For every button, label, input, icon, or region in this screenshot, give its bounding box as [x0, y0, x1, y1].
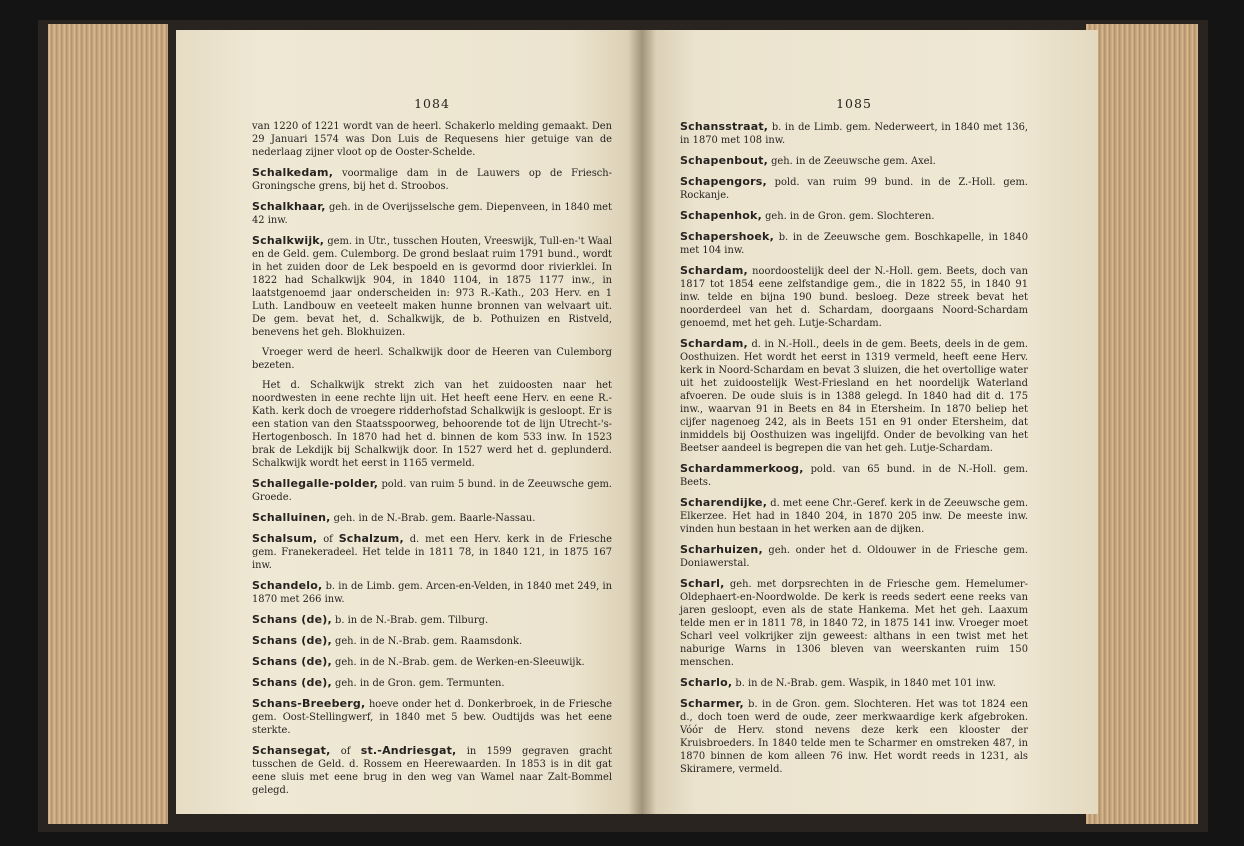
entry-text: geh. in de Gron. gem. Termunten. [331, 678, 505, 689]
dictionary-entry [680, 462, 1028, 489]
dictionary-entry [680, 697, 1028, 776]
entry-headword: Scharl, [680, 577, 725, 590]
entry-text: in 1599 gegraven gracht tusschen de Geld. d. Rossem en Heerewaarden. In 1853 is in dit gat eene sluis met eene brug in den weg van Wamel naar Zalt-Bommel gelegd. [252, 746, 612, 796]
entry-text: hoeve onder het d. Donkerbroek, in de Friesche gem. Oost-Stellingwerf, in 1840 met 5 bew. Oudtijds was het eene sterkte. [252, 699, 612, 736]
entry-text: b. in de N.-Brab. gem. Tilburg. [331, 615, 489, 626]
entry-text: d. in N.-Holl., deels in de gem. Beets, deels in de gem. Oosthuizen. Het wordt het eerst in 1319 vermeld, heeft eene Herv. kerk in Noord-Schardam en bevat 3 sluizen, die het overtollige water uit het zuidoostelijk West-Friesland en het noordelijk Waterland afvoeren. De oude sluis is in 1388 gelegd. In 1840 had dit d. 175 inw., waarvan 91 in Beets en 84 in Etersheim. In 1870 beliep het cijfer nagenoeg 242, als in Beets 151 en 91 onder Etersheim, dat inmiddels bij Oosthuizen was ingelijfd. Onder de bevolking van het Beetser aandeel is begrepen die van het geh. Lutje-Schardam. [680, 339, 1028, 454]
entry-headword: Schandelo, [252, 579, 323, 592]
dictionary-entry [252, 511, 612, 525]
entry-text: geh. in de Gron. gem. Slochteren. [761, 211, 935, 222]
entry-text: of [317, 534, 339, 545]
entry-text: of [330, 746, 361, 757]
dictionary-entry [252, 532, 612, 572]
entry-headword: Schalluinen, [252, 511, 331, 524]
entry-headword: Schansegat, [252, 744, 331, 757]
entry-text: b. in de Limb. gem. Arcen-en-Velden, in 1840 met 249, in 1870 met 266 inw. [252, 581, 612, 605]
entry-text: Vroeger werd de heerl. Schalkwijk door de Heeren van Culemborg bezeten. [252, 347, 612, 371]
dictionary-entry [680, 337, 1028, 455]
dictionary-entry [680, 264, 1028, 330]
entry-headword: Scharlo, [680, 676, 733, 689]
entry-headword: Schalkhaar, [252, 200, 326, 213]
entry-headword: Schapenbout, [680, 154, 768, 167]
dictionary-entry [680, 230, 1028, 257]
entry-list [252, 120, 612, 797]
entry-headword: Scharhuizen, [680, 543, 763, 556]
entry-text: gem. in Utr., tusschen Houten, Vreeswijk, Tull-en-'t Waal en de Geld. gem. Culemborg. De grond beslaat ruim 1791 bund., wordt in het zuiden door de Lek bespoeld en is gevormd door rivierklei. In 1822 had Schalkwijk 904, in 1840 1104, in 1875 1177 inw., in laatstgenoemd jaar onderscheiden in: 973 R.-Kath., 203 Herv. en 1 Luth. Landbouw en veeteelt maken hunne bronnen van welvaart uit. De gem. bevat het, d. Schalkwijk, de b. Pothuizen en Ristveld, benevens het geh. Blokhuizen. [252, 236, 612, 338]
dictionary-entry [680, 676, 1028, 690]
entry-headword: Schans (de), [252, 634, 332, 647]
entry-text: geh. in de Zeeuwsche gem. Axel. [767, 156, 936, 167]
entry-text: Het d. Schalkwijk strekt zich van het zuidoosten naar het noordwesten in eene rechte lijn uit. Het heeft eene Herv. en eene R.-Kath. kerk doch de vroegere ridderhofstad Schalkwijk is gesloopt. Er is een station van den Staatsspoorweg, behoorende tot de lijn Utrecht-'s-Hertogenbosch. In 1870 had het d. binnen de kom 533 inw. In 1523 brak de Lekdijk bij Schalkwijk door. In 1527 werd het d. geplunderd. Schalkwijk wordt het eerst in 1165 vermeld. [252, 380, 612, 469]
entry-text: geh. onder het d. Oldouwer in de Friesche gem. Doniawerstal. [680, 545, 1028, 569]
dictionary-entry [252, 579, 612, 606]
entry-text: geh. in de N.-Brab. gem. Raamsdonk. [331, 636, 523, 647]
entry-headword: Scharendijke, [680, 496, 768, 509]
dictionary-entry [252, 234, 612, 339]
entry-headword: Schardammerkoog, [680, 462, 804, 475]
entry-text: b. in de Limb. gem. Nederweert, in 1840 met 136, in 1870 met 108 inw. [680, 122, 1028, 146]
entry-text: geh. in de Overijsselsche gem. Diepenveen, in 1840 met 42 inw. [252, 202, 612, 226]
entry-headword: Schalkedam, [252, 166, 334, 179]
page-edges-right [1086, 24, 1198, 824]
entry-headword: Scharmer, [680, 697, 744, 710]
entry-headword: Schalzum, [338, 532, 404, 545]
dictionary-entry [680, 154, 1028, 168]
dictionary-entry [680, 543, 1028, 570]
dictionary-entry [252, 744, 612, 797]
dictionary-entry [252, 634, 612, 648]
entry-text: pold. van ruim 5 bund. in de Zeeuwsche gem. Groede. [252, 479, 612, 503]
dictionary-entry [680, 209, 1028, 223]
entry-text: pold. van ruim 99 bund. in de Z.-Holl. gem. Rockanje. [680, 177, 1028, 201]
entry-text: geh. in de N.-Brab. gem. Baarle-Nassau. [330, 513, 536, 524]
dictionary-entry [252, 697, 612, 737]
dictionary-entry [252, 200, 612, 227]
entry-headword: Schapershoek, [680, 230, 774, 243]
entry-text: van 1220 of 1221 wordt van de heerl. Schakerlo melding gemaakt. Den 29 Januari 1574 was Don Luis de Requesens hier getuige van de nederlaag zijner vloot op de Ooster-Schelde. [252, 121, 612, 158]
entry-headword: Schans (de), [252, 655, 332, 668]
entry-headword: Schalkwijk, [252, 234, 325, 247]
entry-headword: st.-Andriesgat, [360, 744, 457, 757]
dictionary-entry [252, 676, 612, 690]
right-page [642, 30, 1098, 814]
entry-headword: Schansstraat, [680, 120, 769, 133]
dictionary-entry [252, 166, 612, 193]
entry-text: noordoostelijk deel der N.-Holl. gem. Beets, doch van 1817 tot 1854 eene zelfstandige gem., die in 1822 55, in 1840 91 inw. telde en bijna 190 bund. besloeg. Deze streek bevat het noorderdeel van het d. Schardam, doorgaans Noord-Schardam genoemd, met het geh. Lutje-Schardam. [680, 266, 1028, 329]
left-page [176, 30, 642, 814]
dictionary-entry [252, 346, 612, 372]
entry-headword: Schans-Breeberg, [252, 697, 366, 710]
dictionary-entry [252, 120, 612, 159]
dictionary-entry [252, 477, 612, 504]
entry-headword: Schans (de), [252, 613, 332, 626]
dictionary-entry [252, 655, 612, 669]
entry-text: d. met een Herv. kerk in de Friesche gem. Franekeradeel. Het telde in 1811 78, in 1840 121, in 1875 167 inw. [252, 534, 612, 571]
entry-headword: Schalsum, [252, 532, 318, 545]
entry-text: b. in de Gron. gem. Slochteren. Het was tot 1824 een d., doch toen werd de oude, zeer merkwaardige kerk afgebroken. Vóór de Herv. stond nevens deze kerk een klooster der Kruisbroeders. In 1840 telde men te Scharmer en omstreken 487, in 1870 binnen de kom alleen 76 inw. Het wordt reeds in 1231, als Skiramere, vermeld. [680, 699, 1028, 775]
entry-list [680, 120, 1028, 776]
entry-headword: Schardam, [680, 337, 748, 350]
entry-headword: Schapenhok, [680, 209, 762, 222]
entry-headword: Schapengors, [680, 175, 767, 188]
dictionary-entry [680, 175, 1028, 202]
page-number: 1085 [836, 96, 872, 111]
entry-text: voormalige dam in de Lauwers op de Friesch-Groningsche grens, bij het d. Stroobos. [252, 168, 612, 192]
book-gutter [628, 30, 656, 814]
entry-text: geh. met dorpsrechten in de Friesche gem. Hemelumer-Oldephaert-en-Noordwolde. De kerk is reeds sedert eene reeks van jaren gesloopt, even als de state Hankema. Met het geh. Laaxum telde men er in 1811 78, in 1840 72, in 1875 141 inw. Vroeger moet Scharl veel volkrijker zijn geweest: althans in een twist met het naburige Warns in 1306 bleven van weerskanten ruim 150 menschen. [680, 579, 1028, 668]
entry-text: pold. van 65 bund. in de N.-Holl. gem. Beets. [680, 464, 1028, 488]
entry-headword: Schardam, [680, 264, 748, 277]
dictionary-entry [680, 577, 1028, 669]
entry-headword: Schans (de), [252, 676, 332, 689]
dictionary-entry [680, 120, 1028, 147]
entry-text: b. in de N.-Brab. gem. Waspik, in 1840 met 101 inw. [732, 678, 996, 689]
page-edges-left [48, 24, 168, 824]
entry-headword: Schallegalle-polder, [252, 477, 379, 490]
entry-text: geh. in de N.-Brab. gem. de Werken-en-Sleeuwijk. [331, 657, 585, 668]
entry-text: b. in de Zeeuwsche gem. Boschkapelle, in 1840 met 104 inw. [680, 232, 1028, 256]
dictionary-entry [680, 496, 1028, 536]
dictionary-entry [252, 613, 612, 627]
dictionary-entry [252, 379, 612, 470]
entry-text: d. met eene Chr.-Geref. kerk in de Zeeuwsche gem. Elkerzee. Het had in 1840 204, in 1870 205 inw. De meeste inw. vinden hun bestaan in het werken aan de dijken. [680, 498, 1028, 535]
page-number: 1084 [414, 96, 450, 111]
